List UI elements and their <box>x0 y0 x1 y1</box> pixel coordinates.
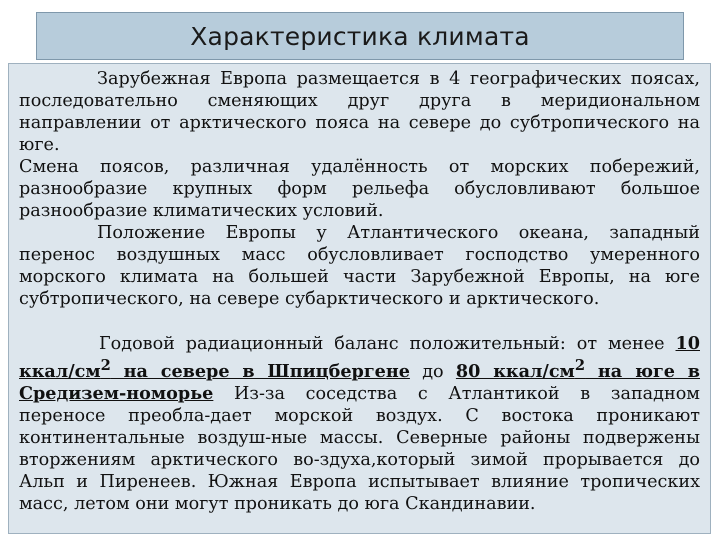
paragraph-radiation <box>19 333 700 515</box>
radiation-text-end: Из-за соседства с Атлантикой в западном переносе преобла-дает морской воздух. С востока проникают континентальные воздуш-ные массы. Северные районы подвержены вторжениям арктического во-здуха,который зимой прорывается до Альп и Пиренеев. Южная Европа испытывает влияние тропических масс, летом они могут проникать до юга Скандинавии. <box>19 383 700 514</box>
paragraph-atlantic: Положение Европы у Атлантического океана, западный перенос воздушных масс обусловливает господство умеренного морского климата на большей части Зарубежной Европы, на юге субтропического, на севере субарктического и арктического. <box>19 223 700 309</box>
radiation-text-start: Годовой радиационный баланс положительный: от менее <box>99 334 676 354</box>
title-bar <box>36 12 684 60</box>
south-location-text: на юге в Средизем-номорье <box>19 360 700 404</box>
slide-title: Характеристика климата <box>190 21 530 51</box>
north-value-superscript: 2 <box>100 357 111 374</box>
south-value-text: 80 ккал/см <box>455 360 575 382</box>
south-value-superscript: 2 <box>574 357 586 374</box>
content-box <box>8 63 711 534</box>
paragraph-zones: Зарубежная Европа размещается в 4 географических поясах, последовательно сменяющих друг друга в меридиональном направлении от арктического пояса на севере до субтропического на юге. <box>19 69 700 155</box>
radiation-text-middle: до <box>409 361 456 382</box>
paragraph-gap <box>19 310 700 333</box>
north-value-text: 10 ккал/см <box>19 333 700 382</box>
paragraph-diversity: Смена поясов, различная удалённость от морских побережий, разнообразие крупных форм рельефа обусловливают большое разнообразие климатических условий. <box>19 157 700 221</box>
north-location-text: на севере в Шпицбергене <box>110 360 410 382</box>
